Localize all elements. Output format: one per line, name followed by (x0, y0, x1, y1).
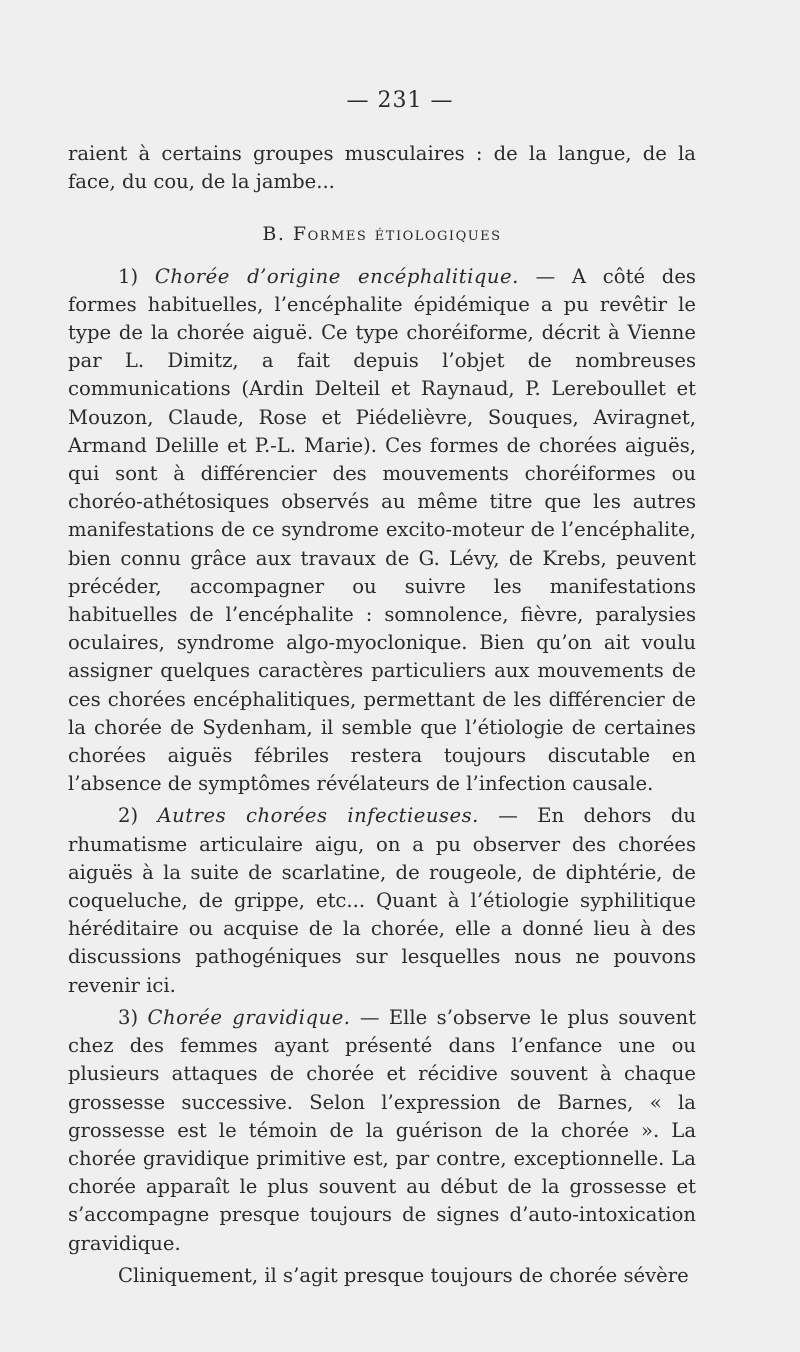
paragraph-gravidic-chorea (68, 1004, 696, 1258)
page-number: — 231 — (346, 88, 454, 113)
paragraph-clinical: Cliniquement, il s’agit presque toujours de chorée sévère (118, 1263, 689, 1287)
item-number: 2) (118, 804, 158, 828)
page-body (68, 140, 696, 1290)
item-text: — A côté des formes habituelles, l’encéphalite épidémique a pu revêtir le type de la chorée aiguë. Ce type choréiforme, décrit à Vienne par L. Dimitz, a fait depuis l’objet de nombreuses communications (Ardin Delteil et Raynaud, P. Lereboullet et Mouzon, Claude, Rose et Piédelièvre, Souques, Aviragnet, Armand Delille et P.-L. Marie). Ces formes de chorées aiguës, qui sont à différencier des mouvements choréiformes ou choréo-athétosiques observés au même titre que les autres manifestations de ce syndrome excito-moteur de l’encéphalite, bien connu grâce aux travaux de G. Lévy, de Krebs, peuvent précéder, accompagner ou suivre les manifestations habituelles de l’encéphalite : somnolence, fièvre, paralysies oculaires, syndrome algo-myoclonique. Bien qu’on ait voulu assigner quelques caractères particuliers aux mouvements de ces chorées encéphalitiques, permettant de les différencier de la chorée de Sydenham, il semble que l’étiologie de certaines chorées aiguës fébriles restera toujours discutable en l’absence de symptômes révélateurs de l’infection causale. (68, 264, 696, 796)
item-title: Autres chorées infectieuses. (157, 804, 479, 828)
section-title: B. Formes étiologiques (262, 223, 502, 246)
paragraph-infectious-chorea (68, 802, 696, 999)
item-number: 3) (118, 1005, 148, 1029)
item-text: — Elle s’observe le plus souvent chez des femmes ayant présenté dans l’enfance une ou plusieurs attaques de chorée et récidive souvent à chaque grossesse successive. Selon l’expression de Barnes, « la grossesse est le témoin de la guérison de la chorée ». La chorée gravidique primitive est, par contre, exceptionnelle. La chorée apparaît le plus souvent au début de la grossesse et s’accompagne presque toujours de signes d’auto-intoxication gravidique. (68, 1005, 696, 1255)
item-title: Chorée d’origine encéphalitique. (154, 264, 519, 288)
item-text: — En dehors du rhumatisme articulaire aigu, on a pu observer des chorées aiguës à la suite de scarlatine, de rougeole, de diphtérie, de coqueluche, de grippe, etc... Quant à l’étiologie syphilitique héréditaire ou acquise de la chorée, elle a donné lieu à des discussions pathogéniques sur lesquelles nous ne pouvons revenir ici. (68, 804, 696, 997)
item-number: 1) (118, 264, 155, 288)
paragraph-encephalitic-chorea (68, 263, 696, 799)
item-title: Chorée gravidique. (147, 1005, 351, 1029)
paragraph-continuation: raient à certains groupes musculaires : de la langue, de la face, du cou, de la jambe... (68, 142, 696, 194)
